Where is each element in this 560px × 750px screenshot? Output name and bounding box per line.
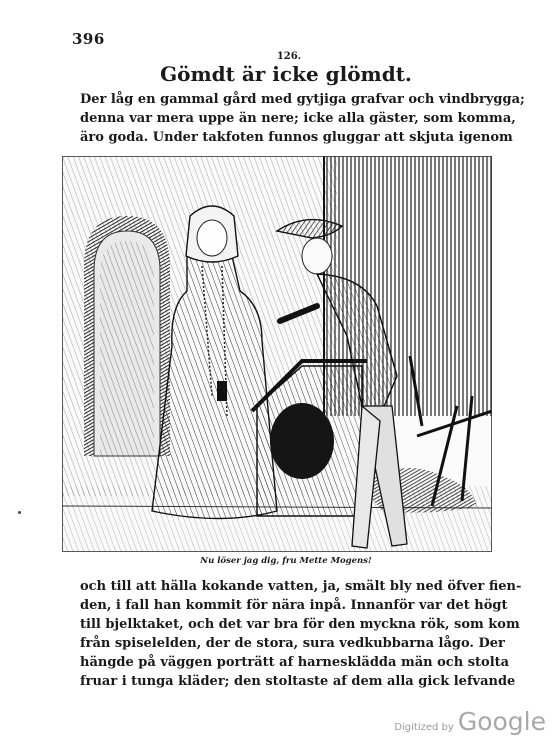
page-number: 396 [72,30,105,48]
bottom-paragraph [80,577,522,691]
text-line: från spiselelden, der de stora, sura vedkubbarna lågo. Der [80,636,505,651]
stray-mark [18,511,21,514]
top-paragraph [80,90,525,147]
chapter-number: 126. [276,51,302,62]
watermark-prefix: Digitized by [394,722,454,733]
engraving-illustration [62,156,492,552]
text-line: Der låg en gammal gård med gytjiga grafvar och vindbrygga; [80,92,525,107]
text-line: fruar i tunga kläder; den stoltaste af dem alla gick lefvande [80,674,516,689]
text-line: och till att hälla kokande vatten, ja, smält bly ned öfver fien- [80,579,522,594]
text-line: hängde på väggen porträtt af harnesklädda män och stolta [80,655,510,670]
text-line: denna var mera uppe än nere; icke alla gäster, som komma, [80,111,516,126]
text-line: till bjelktaket, och det var bra för den myckna rök, som kom [80,617,520,632]
watermark-brand: Google [457,707,546,736]
digitized-watermark [394,707,546,736]
text-line: den, i fall han kommit för nära inpå. Innanför var det högt [80,598,508,613]
chapter-title: Gömdt är icke glömdt. [160,62,412,86]
illustration-caption: Nu löser jag dig, fru Mette Mogens! [200,556,372,566]
text-line: äro goda. Under takfoten funnos gluggar att skjuta igenom [80,130,513,145]
